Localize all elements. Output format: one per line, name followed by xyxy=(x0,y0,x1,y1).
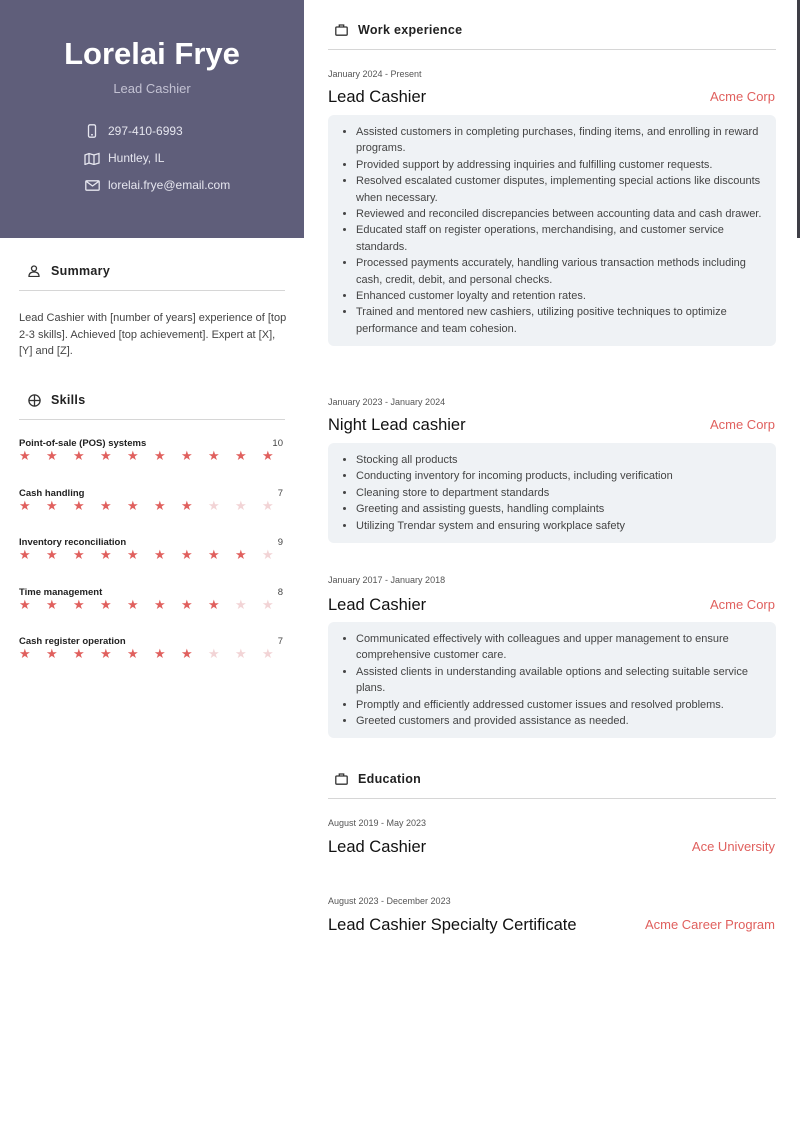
education-date: August 2023 - December 2023 xyxy=(328,896,451,906)
star-icon: ★ xyxy=(181,448,193,463)
job-bullets xyxy=(328,622,776,738)
star-icon: ★ xyxy=(100,597,112,612)
star-icon: ★ xyxy=(73,547,85,562)
job-title: Night Lead cashier xyxy=(328,416,466,434)
star-icon: ★ xyxy=(208,448,220,463)
skills-heading xyxy=(27,393,85,407)
skill-rating xyxy=(19,597,289,613)
phone-text: 297-410-6993 xyxy=(108,124,183,138)
star-icon: ★ xyxy=(127,646,139,661)
star-icon: ★ xyxy=(100,547,112,562)
job-bullet: • Utilizing Trendar system and ensuring workplace safety xyxy=(356,518,762,534)
star-icon: ★ xyxy=(154,646,166,661)
star-icon: ★ xyxy=(73,646,85,661)
work-heading xyxy=(334,23,462,37)
skill-name: Cash register operation xyxy=(19,636,126,647)
star-icon: ★ xyxy=(19,547,31,562)
education-title: Education xyxy=(358,772,422,786)
job-bullet: • Stocking all products xyxy=(356,452,762,468)
briefcase-icon xyxy=(334,23,348,37)
mail-icon xyxy=(84,178,100,192)
globe-icon xyxy=(27,393,41,407)
summary-heading xyxy=(27,264,110,278)
briefcase-icon xyxy=(334,772,348,786)
star-icon: ★ xyxy=(181,547,193,562)
work-title: Work experience xyxy=(358,23,463,37)
contact-phone xyxy=(84,124,183,138)
education-divider xyxy=(328,798,776,799)
job-bullet: • Cleaning store to department standards xyxy=(356,485,762,501)
star-icon: ★ xyxy=(127,498,139,513)
job-bullet: • Educated staff on register operations, merchandising, and customer service standards. xyxy=(356,222,762,255)
star-icon: ★ xyxy=(154,597,166,612)
star-icon: ★ xyxy=(46,646,58,661)
star-icon: ★ xyxy=(181,597,193,612)
skill-rating xyxy=(19,646,289,662)
job-date: January 2017 - January 2018 xyxy=(328,575,446,585)
star-icon: ★ xyxy=(235,597,247,612)
star-icon: ★ xyxy=(100,498,112,513)
star-icon: ★ xyxy=(154,498,166,513)
job-title: Lead Cashier xyxy=(328,88,427,106)
skill-row xyxy=(19,488,285,528)
job-bullet: • Assisted customers in completing purchases, finding items, and enrolling in reward programs. xyxy=(356,124,762,157)
skill-name: Point-of-sale (POS) systems xyxy=(19,438,147,449)
candidate-role: Lead Cashier xyxy=(113,81,191,96)
job-company: Acme Corp xyxy=(709,417,775,432)
star-icon: ★ xyxy=(46,448,58,463)
star-icon: ★ xyxy=(208,597,220,612)
star-icon: ★ xyxy=(127,547,139,562)
education-heading xyxy=(334,772,421,786)
star-icon: ★ xyxy=(46,547,58,562)
job-bullet: • Communicated effectively with colleagues and upper management to ensure comprehensive customer care. xyxy=(356,631,762,664)
summary-text: Lead Cashier with [number of years] experience of [top 2-3 skills]. Achieved [top achievement]. Expert at [X], [Y] and [Z]. xyxy=(19,312,287,357)
star-icon: ★ xyxy=(100,448,112,463)
star-icon: ★ xyxy=(154,448,166,463)
education-school: Ace University xyxy=(691,839,775,854)
skill-level: 7 xyxy=(277,488,283,499)
job-bullet: • Greeted customers and provided assistance as needed. xyxy=(356,713,762,729)
skill-level: 8 xyxy=(277,587,283,598)
summary-divider xyxy=(19,290,285,291)
skill-level: 7 xyxy=(277,636,283,647)
left-column xyxy=(0,0,304,1128)
star-icon: ★ xyxy=(235,646,247,661)
skills-title: Skills xyxy=(51,393,86,407)
map-icon xyxy=(84,151,100,165)
star-icon: ★ xyxy=(73,498,85,513)
job-bullet: • Provided support by addressing inquiries and fulfilling customer requests. xyxy=(356,157,762,173)
star-icon: ★ xyxy=(235,448,247,463)
summary-title: Summary xyxy=(51,264,111,278)
star-icon: ★ xyxy=(19,646,31,661)
skill-rating xyxy=(19,498,289,514)
star-icon: ★ xyxy=(208,498,220,513)
job-bullet: • Greeting and assisting guests, handling complaints xyxy=(356,501,762,517)
skill-name: Cash handling xyxy=(19,488,85,499)
star-icon: ★ xyxy=(154,547,166,562)
education-date: August 2019 - May 2023 xyxy=(328,818,427,828)
work-divider xyxy=(328,49,776,50)
star-icon: ★ xyxy=(127,597,139,612)
star-icon: ★ xyxy=(19,498,31,513)
skill-name: Time management xyxy=(19,587,103,598)
job-bullet: • Promptly and efficiently addressed customer issues and resolved problems. xyxy=(356,697,762,713)
star-icon: ★ xyxy=(235,547,247,562)
skill-rating xyxy=(19,448,289,464)
job-bullets xyxy=(328,115,776,346)
skill-row xyxy=(19,537,285,577)
email-text[interactable]: lorelai.frye@email.com xyxy=(108,178,231,192)
profile-header xyxy=(0,0,304,238)
star-icon: ★ xyxy=(19,597,31,612)
contact-email[interactable] xyxy=(84,178,230,192)
star-icon: ★ xyxy=(127,448,139,463)
education-school: Acme Career Program xyxy=(644,917,775,932)
skills-divider xyxy=(19,419,285,420)
phone-icon xyxy=(84,124,100,138)
job-bullets xyxy=(328,443,776,543)
star-icon: ★ xyxy=(262,448,274,463)
star-icon: ★ xyxy=(100,646,112,661)
star-icon: ★ xyxy=(19,448,31,463)
skill-name: Inventory reconciliation xyxy=(19,537,127,548)
person-icon xyxy=(27,264,41,278)
location-text: Huntley, IL xyxy=(108,151,165,165)
star-icon: ★ xyxy=(46,597,58,612)
job-bullet: • Conducting inventory for incoming products, including verification xyxy=(356,468,762,484)
job-title: Lead Cashier xyxy=(328,596,427,614)
job-bullet: • Reviewed and reconciled discrepancies between accounting data and cash drawer. xyxy=(356,206,762,222)
job-company: Acme Corp xyxy=(709,89,775,104)
star-icon: ★ xyxy=(262,597,274,612)
job-date: January 2024 - Present xyxy=(328,69,422,79)
skill-row xyxy=(19,587,285,627)
star-icon: ★ xyxy=(208,646,220,661)
job-bullet: • Enhanced customer loyalty and retention rates. xyxy=(356,288,762,304)
star-icon: ★ xyxy=(73,448,85,463)
skill-row xyxy=(19,636,285,676)
star-icon: ★ xyxy=(262,498,274,513)
star-icon: ★ xyxy=(262,547,274,562)
star-icon: ★ xyxy=(181,646,193,661)
skill-level: 10 xyxy=(272,438,283,449)
skill-level: 9 xyxy=(277,537,283,548)
candidate-name: Lorelai Frye xyxy=(64,36,240,71)
job-date: January 2023 - January 2024 xyxy=(328,397,446,407)
star-icon: ★ xyxy=(181,498,193,513)
star-icon: ★ xyxy=(262,646,274,661)
job-bullet: • Processed payments accurately, handling various transaction methods including cash, credit, debit, and personal checks. xyxy=(356,255,762,288)
skill-row xyxy=(19,438,285,478)
job-company: Acme Corp xyxy=(709,597,775,612)
education-title-item: Lead Cashier Specialty Certificate xyxy=(328,916,577,934)
star-icon: ★ xyxy=(73,597,85,612)
star-icon: ★ xyxy=(208,547,220,562)
contact-location xyxy=(84,151,164,165)
star-icon: ★ xyxy=(235,498,247,513)
job-bullet: • Resolved escalated customer disputes, implementing special actions like discounts when necessary. xyxy=(356,173,762,206)
job-bullet: • Assisted clients in understanding available options and selecting suitable service plans. xyxy=(356,664,762,697)
skill-rating xyxy=(19,547,289,563)
job-bullet: • Trained and mentored new cashiers, utilizing positive techniques to optimize performance and team cohesion. xyxy=(356,304,762,337)
education-title-item: Lead Cashier xyxy=(328,838,427,856)
star-icon: ★ xyxy=(46,498,58,513)
